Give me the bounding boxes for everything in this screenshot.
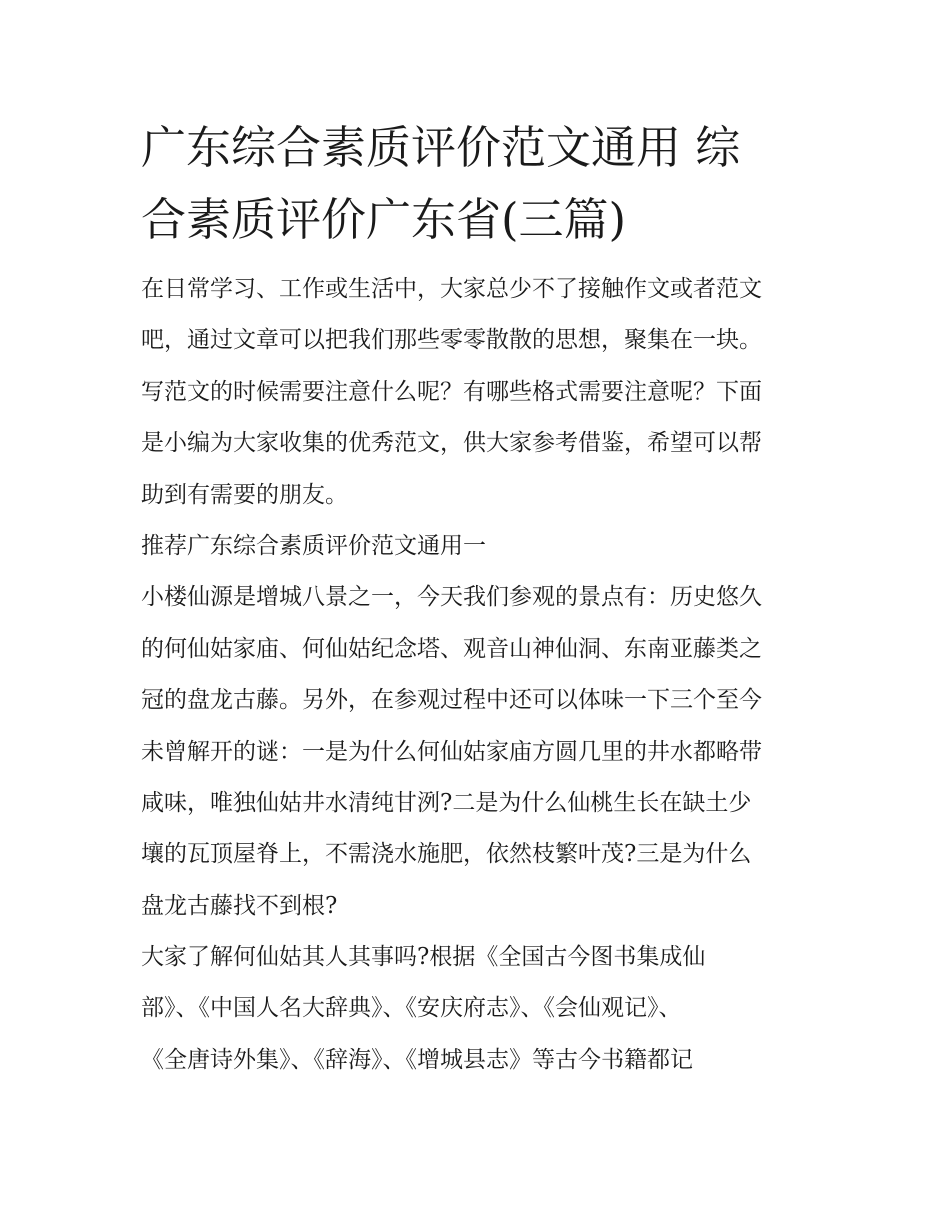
paragraph-line: 《全唐诗外集》、《辞海》、《增城县志》等古今书籍都记: [141, 1046, 693, 1073]
paragraph-line: 助到有需要的朋友。: [141, 481, 348, 508]
document-title: [141, 112, 821, 256]
paragraph-line: 盘龙古藤找不到根?: [141, 892, 338, 919]
paragraph-line: 冠的盘龙古藤。另外，在参观过程中还可以体味一下三个至今: [141, 687, 762, 714]
paragraph-line: 大家了解何仙姑其人其事吗?根据《全国古今图书集成仙: [141, 944, 706, 971]
document-page: [141, 112, 821, 1086]
title-line: 合素质评价广东省(三篇): [141, 193, 627, 246]
document-body: [141, 264, 821, 1086]
paragraph-line: 部》、《中国人名大辞典》、《安庆府志》、《会仙观记》、: [141, 995, 682, 1022]
paragraph-line: 吧，通过文章可以把我们那些零零散散的思想，聚集在一块。: [141, 327, 762, 354]
paragraph-line: 写范文的时候需要注意什么呢？有哪些格式需要注意呢？下面: [141, 378, 762, 405]
title-line: 广东综合素质评价范文通用 综: [141, 121, 741, 174]
paragraph-line: 壤的瓦顶屋脊上，不需浇水施肥，依然枝繁叶茂?三是为什么: [141, 841, 752, 868]
paragraph-line: 未曾解开的谜：一是为什么何仙姑家庙方圆几里的井水都略带: [141, 738, 762, 765]
paragraph-line: 在日常学习、工作或生活中，大家总少不了接触作文或者范文: [141, 276, 762, 302]
paragraph-line: 咸味，唯独仙姑井水清纯甘洌?二是为什么仙桃生长在缺土少: [141, 789, 752, 816]
paragraph-line: 的何仙姑家庙、何仙姑纪念塔、观音山神仙洞、东南亚藤类之: [141, 635, 762, 662]
paragraph-line: 是小编为大家收集的优秀范文，供大家参考借鉴，希望可以帮: [141, 430, 762, 457]
section-heading: 推荐广东综合素质评价范文通用一: [141, 532, 486, 559]
paragraph-line: 小楼仙源是增城八景之一，今天我们参观的景点有：历史悠久: [141, 584, 762, 611]
